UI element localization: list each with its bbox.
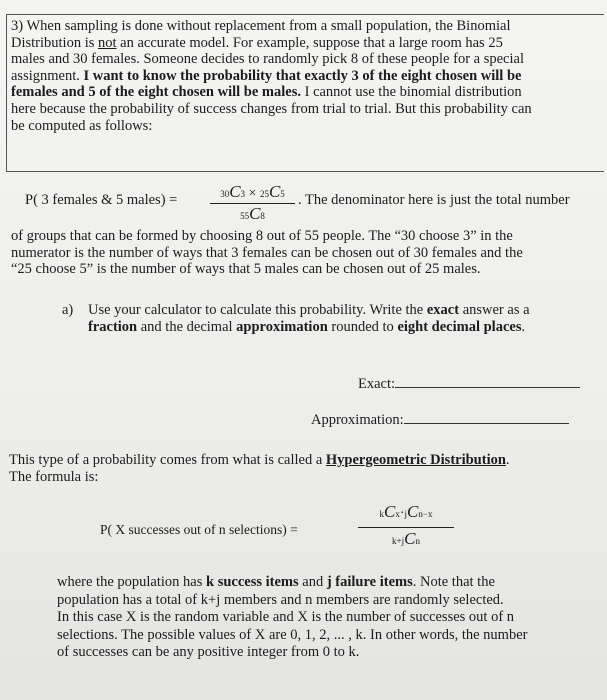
where-line-1: where the population has k success items and j failure items. Note that the	[57, 574, 495, 590]
hyper-formula-lhs: P( X successes out of n selections) =	[100, 522, 298, 537]
where-paragraph	[57, 574, 527, 662]
where-line-2: population has a total of k+j members and n members are randomly selected.	[57, 591, 504, 608]
formula-numerator: 30C3 × 25C5	[220, 182, 285, 201]
hyper-line-2: The formula is:	[9, 468, 99, 485]
not-underlined: not	[98, 34, 117, 51]
hyper-formula-denominator: k+jCn	[392, 529, 420, 548]
hyper-fraction-bar	[358, 527, 454, 528]
explain-line-3: “25 choose 5” is the number of ways that 5 males can be chosen out of 25 males.	[11, 261, 481, 278]
exact-answer-row	[358, 375, 580, 393]
explain-line-1: of groups that can be formed by choosing 8 out of 55 people. The “30 choose 3” in the	[11, 228, 513, 244]
part-a-label: a)	[62, 302, 74, 318]
intro-line-2: Distribution is not an accurate model. For example, suppose that a large room has 25	[11, 34, 503, 51]
approximation-answer-blank[interactable]	[404, 411, 569, 424]
part-a-line-1: Use your calculator to calculate this probability. Write the exact answer as a	[88, 302, 530, 318]
approx-answer-row	[311, 411, 569, 429]
explain-line-2: numerator is the number of ways that 3 females can be chosen out of 30 females and the	[11, 244, 523, 261]
part-a-line-2: fraction and the decimal approximation rounded to eight decimal places.	[88, 318, 526, 335]
where-line-3: In this case X is the random variable and X is the number of successes out of n	[57, 609, 515, 626]
intro-paragraph	[11, 18, 532, 134]
intro-line-5: females and 5 of the eight chosen will be males. I cannot use the binomial distribution	[11, 84, 522, 101]
intro-line-4: assignment. I want to know the probability that exactly 3 of the eight chosen will be	[11, 67, 522, 84]
formula-lhs: P( 3 females & 5 males) =	[25, 192, 178, 208]
intro-line-7: be computed as follows:	[11, 117, 153, 134]
hyper-formula-numerator: kCx·jCn−x	[379, 502, 433, 521]
exact-answer-blank[interactable]	[395, 375, 580, 388]
intro-line-1: 3) When sampling is done without replacement from a small population, the Binomial	[11, 18, 511, 34]
where-line-5: of successes can be any positive integer from 0 to k.	[57, 644, 360, 661]
approximation-label: Approximation:	[311, 412, 404, 428]
where-line-4: selections. The possible values of X are 0, 1, 2, ... , k. In other words, the number	[57, 626, 528, 643]
formula-after-text: . The denominator here is just the total number	[298, 192, 570, 208]
hyper-line-1: This type of a probability comes from what is called a Hypergeometric Distribution.	[9, 452, 510, 468]
hypergeometric-term: Hypergeometric Distribution	[325, 452, 506, 468]
hypergeometric-intro	[9, 452, 510, 485]
intro-line-3: males and 30 females. Someone decides to randomly pick 8 of these people for a special	[11, 51, 524, 68]
formula-denominator: 55C8	[240, 204, 265, 223]
exact-label: Exact:	[358, 376, 396, 392]
intro-line-6: here because the probability of success changes from trial to trial. But this probability can	[11, 100, 532, 117]
explanation-paragraph	[11, 228, 523, 278]
part-a-text	[88, 302, 530, 335]
